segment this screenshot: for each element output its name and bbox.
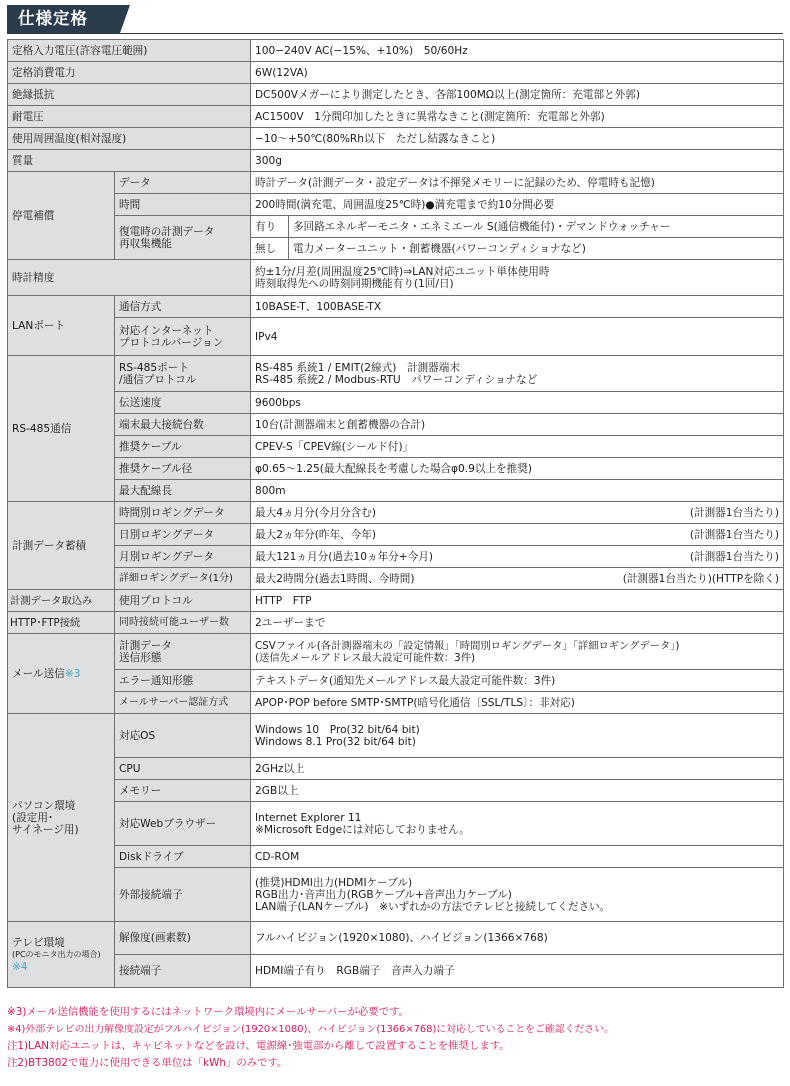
group-label-lan: LANポート: [8, 296, 115, 356]
row-value: 時計データ(計測データ・設定データは不揮発メモリーに記録のため、停電時も記憶): [251, 172, 784, 194]
row-value: DC500Vメガーにより測定したとき、各部100MΩ以上(測定箇所：充電部と外郭): [251, 84, 784, 106]
footnote: 注1)LAN対応ユニットは、キャビネットなどを設け、電源線･強電部から離して設置することを推奨します。: [7, 1040, 510, 1052]
table-row: [8, 194, 784, 216]
row-value: HTTP FTP: [251, 590, 784, 612]
sub-label: 月別ロギングデータ: [115, 546, 251, 568]
group-label-line: パソコン環境: [12, 799, 76, 812]
footnote: 注2)BT3802で電力に使用できる単位は「kWh」のみです。: [7, 1057, 288, 1069]
table-row: [8, 436, 784, 458]
group-label-line: (PCのモニタ出力の場合): [12, 949, 101, 959]
table-row: [8, 868, 784, 922]
row-value: [251, 568, 784, 590]
row-value: 電力メーターユニット・創蓄機器(パワーコンディショナなど): [289, 238, 784, 260]
row-value: フルハイビジョン(1920×1080)、ハイビジョン(1366×768): [251, 922, 784, 955]
header-rule: [7, 33, 783, 34]
value-line: (推奨)HDMI出力(HDMIケーブル): [255, 876, 413, 889]
table-row: [8, 502, 784, 524]
sub-label: 同時接続可能ユーザー数: [115, 612, 251, 634]
group-label-outage: 停電補償: [8, 172, 115, 260]
row-value: [251, 634, 784, 670]
sub-label: メモリー: [115, 780, 251, 802]
value-line: RS-485 系統2 / Modbus-RTU パワーコンディショナなど: [255, 373, 538, 386]
sub-label: 通信方式: [115, 296, 251, 318]
row-value: 200時間(満充電、周囲温度25℃時)●満充電まで約10分間必要: [251, 194, 784, 216]
footnote: ※3)メール送信機能を使用するにはネットワーク環境内にメールサーバーが必要です。: [7, 1006, 410, 1018]
value-note: (計測器1台当たり): [689, 550, 780, 563]
value-line: Windows 8.1 Pro(32 bit/64 bit): [255, 735, 416, 748]
table-row: [8, 296, 784, 318]
table-row: [8, 922, 784, 955]
sub-label-line: 対応インターネット: [119, 324, 214, 337]
value-line: 時刻取得先への時刻同期機能有り(1回/日): [255, 277, 454, 290]
value-line: CSVファイル(各計測器端末の「設定情報」「時間別ロギングデータ」「詳細ロギングデータ」): [255, 639, 680, 652]
table-row: [8, 670, 784, 692]
table-row: [8, 568, 784, 590]
table-row: [8, 356, 784, 392]
footnotes: [7, 1004, 787, 1072]
table-row: [8, 612, 784, 634]
sub-label-line: RS-485ポート: [119, 361, 189, 374]
footnote-ref: ※3: [64, 667, 81, 680]
sub-label: 端末最大接続台数: [115, 414, 251, 436]
row-label: HTTP･FTP接続: [8, 612, 115, 634]
value-line: RS-485 系統1 / EMIT(2線式) 計測器端末: [255, 361, 460, 374]
row-value: 300g: [251, 150, 784, 172]
table-row: [8, 802, 784, 846]
row-label: 耐電圧: [8, 106, 251, 128]
table-row: [8, 260, 784, 296]
row-value: 6W(12VA): [251, 62, 784, 84]
value-line: Windows 10 Pro(32 bit/64 bit): [255, 723, 420, 736]
row-label: 使用周囲温度(相対湿度): [8, 128, 251, 150]
table-row: [8, 216, 784, 238]
row-value: [251, 546, 784, 568]
yes-cell: 有り: [251, 216, 289, 238]
row-label: 定格入力電圧(許容電圧範囲): [8, 40, 251, 62]
section-title: 仕様定格: [18, 9, 88, 28]
table-row: [8, 780, 784, 802]
sub-label: 推奨ケーブル径: [115, 458, 251, 480]
sub-label: 最大配線長: [115, 480, 251, 502]
no-cell: 無し: [251, 238, 289, 260]
row-label: 定格消費電力: [8, 62, 251, 84]
table-row: [8, 524, 784, 546]
sub-label: データ: [115, 172, 251, 194]
sub-label-line: 計測データ: [119, 639, 172, 652]
group-label-text: メール送信: [12, 667, 65, 680]
sub-label: [115, 216, 251, 260]
sub-label: [115, 634, 251, 670]
table-row: [8, 172, 784, 194]
sub-label: 対応OS: [115, 714, 251, 758]
value-text: 最大2時間分(過去1時間、今時間): [255, 572, 415, 585]
table-row: [8, 40, 784, 62]
row-value: 100−240V AC(−15%、+10%) 50/60Hz: [251, 40, 784, 62]
table-row: [8, 392, 784, 414]
value-text: 最大2ヵ年分(昨年、今年): [255, 528, 376, 541]
sub-label: 推奨ケーブル: [115, 436, 251, 458]
sub-label-line: /通信プロトコル: [119, 373, 197, 386]
sub-label: 時間: [115, 194, 251, 216]
table-row: [8, 846, 784, 868]
value-line: ※Microsoft Edgeには対応しておりません。: [255, 823, 470, 836]
table-row: [8, 458, 784, 480]
table-row: [8, 414, 784, 436]
sub-label: 日別ロギングデータ: [115, 524, 251, 546]
sub-label: 詳細ロギングデータ(1分): [115, 568, 251, 590]
group-label-pc: [8, 714, 115, 922]
sub-label: 時間別ロギングデータ: [115, 502, 251, 524]
table-row: [8, 128, 784, 150]
row-label: 計測データ取込み: [8, 590, 115, 612]
group-label-mail: [8, 634, 115, 714]
table-row: [8, 84, 784, 106]
table-row: [8, 546, 784, 568]
row-value: [251, 802, 784, 846]
value-text: 最大121ヵ月分(過去10ヵ年分+今月): [255, 550, 433, 563]
row-value: APOP･POP before SMTP･SMTP(暗号化通信〔SSL/TLS〕：非対応): [251, 692, 784, 714]
table-row: [8, 758, 784, 780]
table-row: [8, 150, 784, 172]
row-value: AC1500V 1分間印加したときに異常なきこと(測定箇所：充電部と外郭): [251, 106, 784, 128]
row-label: 時計精度: [8, 260, 251, 296]
row-value: [251, 714, 784, 758]
row-value: IPv4: [251, 318, 784, 356]
sub-label: 解像度(画素数): [115, 922, 251, 955]
row-label: 絶縁抵抗: [8, 84, 251, 106]
row-value: [251, 524, 784, 546]
group-label-line: (設定用･: [12, 811, 54, 824]
value-line: Internet Explorer 11: [255, 811, 362, 824]
table-row: [8, 590, 784, 612]
group-label-storage: 計測データ蓄積: [8, 502, 115, 590]
row-value: CD-ROM: [251, 846, 784, 868]
table-row: [8, 318, 784, 356]
row-value: 10台(計測器端末と創蓄機器の合計): [251, 414, 784, 436]
value-line: (送信先メールアドレス最大設定可能件数：3件): [255, 651, 476, 664]
row-value: 800m: [251, 480, 784, 502]
value-line: 約±1分/月差(周囲温度25℃時)⇒LAN対応ユニット単体使用時: [255, 265, 550, 278]
group-label-line: サイネージ用): [12, 823, 79, 836]
row-value: CPEV-S「CPEV線(シールド付)」: [251, 436, 784, 458]
sub-label-line: 復電時の計測データ: [119, 225, 215, 238]
sub-label: [115, 318, 251, 356]
value-note: (計測器1台当たり): [689, 528, 780, 541]
row-value: 多回路エネルギーモニタ・エネミエール S(通信機能付)・デマンドウォッチャー: [289, 216, 784, 238]
value-note: (計測器1台当たり): [689, 506, 780, 519]
group-label-line: テレビ環境: [12, 936, 65, 949]
sub-label: メールサーバー認証方式: [115, 692, 251, 714]
sub-label: [115, 356, 251, 392]
sub-label: エラー通知形態: [115, 670, 251, 692]
value-line: LAN端子(LANケーブル) ※いずれかの方法でテレビと接続してください。: [255, 900, 611, 913]
sub-label: 対応Webブラウザー: [115, 802, 251, 846]
sub-label: Diskドライブ: [115, 846, 251, 868]
sub-label: CPU: [115, 758, 251, 780]
sub-label-line: 送信形態: [119, 651, 162, 664]
sub-label: 伝送速度: [115, 392, 251, 414]
section-header: [7, 5, 130, 33]
row-value: [251, 356, 784, 392]
row-value: 2ユーザーまで: [251, 612, 784, 634]
table-row: [8, 955, 784, 988]
table-row: [8, 634, 784, 670]
row-value: 2GB以上: [251, 780, 784, 802]
row-value: HDMI端子有り RGB端子 音声入力端子: [251, 955, 784, 988]
value-text: 最大4ヵ月分(今月分含む): [255, 506, 376, 519]
row-value: [251, 260, 784, 296]
group-label-rs485: RS-485通信: [8, 356, 115, 502]
row-value: 2GHz以上: [251, 758, 784, 780]
sub-label: 外部接続端子: [115, 868, 251, 922]
row-value: [251, 502, 784, 524]
row-label: 質量: [8, 150, 251, 172]
row-value: テキストデータ(通知先メールアドレス最大設定可能件数：3件): [251, 670, 784, 692]
footnote: ※4)外部テレビの出力解像度設定がフルハイビジョン(1920×1080)、ハイビジョン(1366×768)に対応していることをご確認ください。: [7, 1024, 615, 1035]
sub-label: 接続端子: [115, 955, 251, 988]
value-line: RGB出力･音声出力(RGBケーブル+音声出力ケーブル): [255, 888, 512, 901]
row-value: [251, 868, 784, 922]
sub-label-line: プロトコルバージョン: [119, 336, 224, 349]
value-note: (計測器1台当たり)(HTTPを除く): [622, 572, 780, 585]
row-value: 9600bps: [251, 392, 784, 414]
spec-table: [7, 39, 784, 988]
group-label-tv: [8, 922, 115, 988]
table-row: [8, 692, 784, 714]
row-value: −10〜+50℃(80%Rh以下 ただし結露なきこと): [251, 128, 784, 150]
sub-label: 使用プロトコル: [115, 590, 251, 612]
table-row: [8, 714, 784, 758]
table-row: [8, 480, 784, 502]
row-value: φ0.65〜1.25(最大配線長を考慮した場合φ0.9以上を推奨): [251, 458, 784, 480]
table-row: [8, 62, 784, 84]
table-row: [8, 106, 784, 128]
sub-label-line: 再収集機能: [119, 237, 172, 250]
row-value: 10BASE-T、100BASE-TX: [251, 296, 784, 318]
footnote-ref: ※4: [12, 960, 28, 973]
